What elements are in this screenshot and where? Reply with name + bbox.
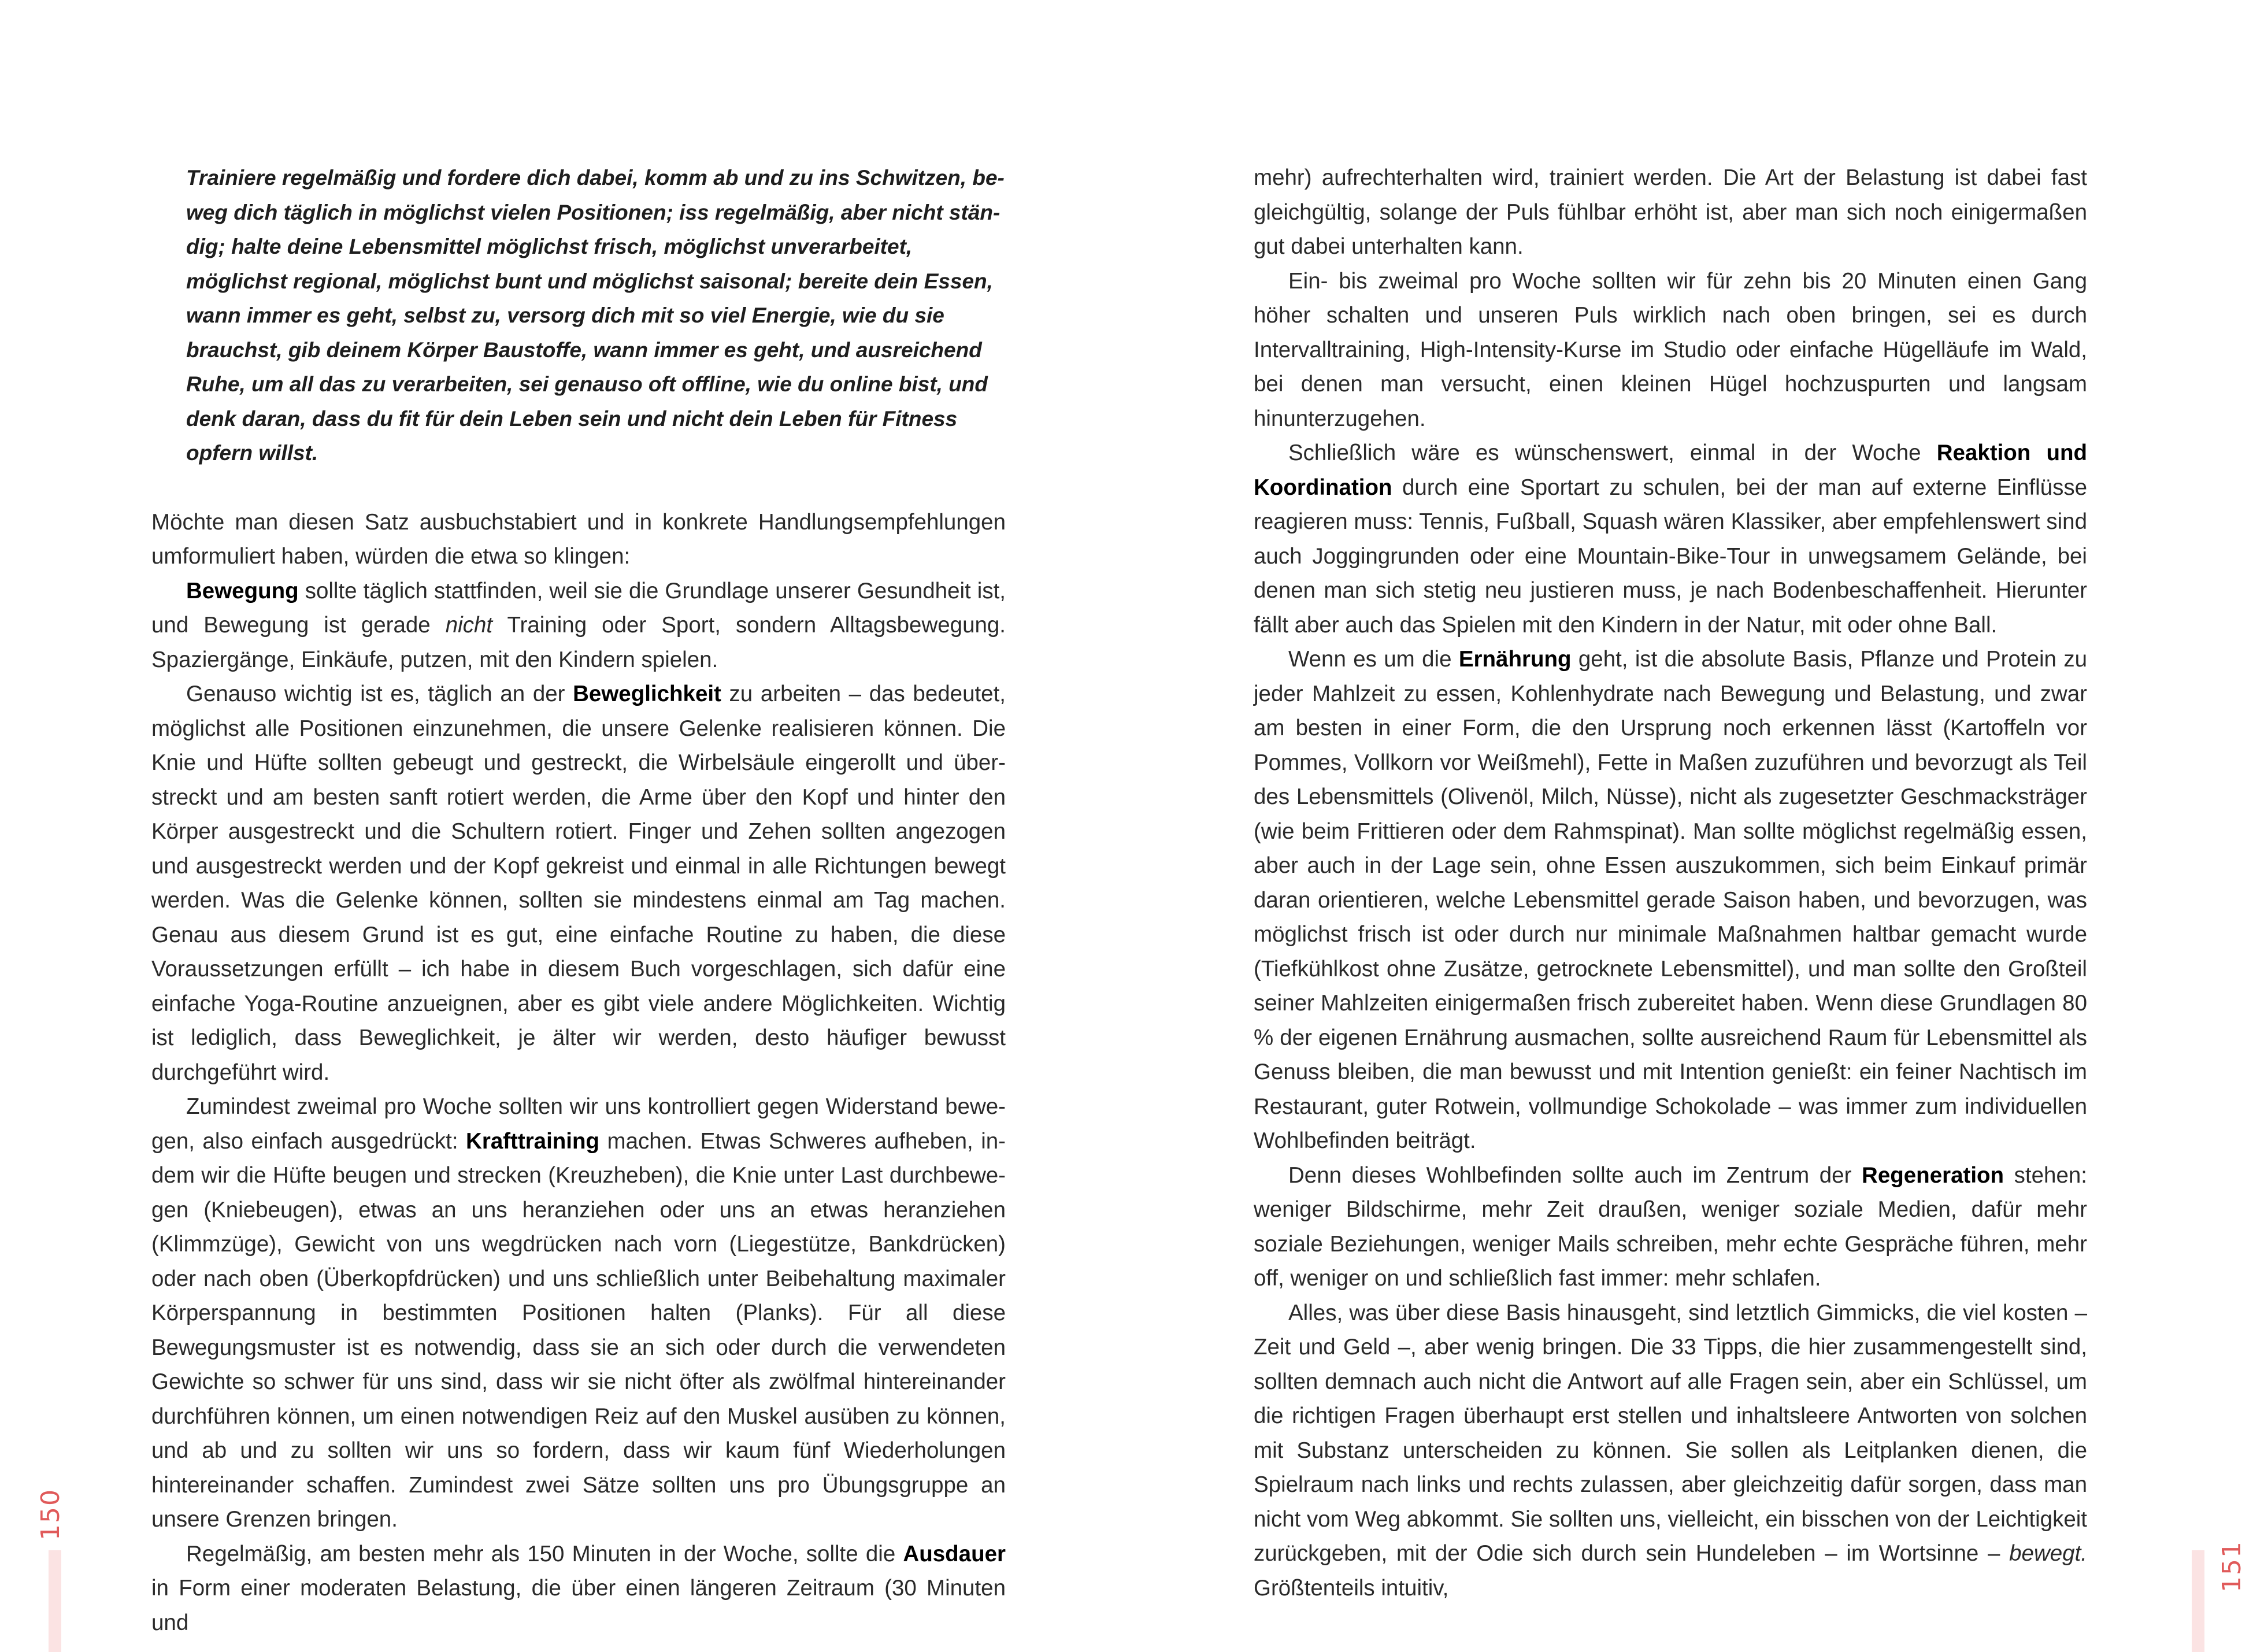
- text-span: stehen: weniger Bildschirme, mehr Zeit draußen, weniger soziale Medien, dafür mehr soziale Beziehungen, weniger Mails schreiben, mehr echte Gespräche führen, mehr off, weniger on und schließlich fast immer: mehr schlafen.: [1254, 1162, 2087, 1291]
- paragraph-koordination: [1254, 436, 2087, 642]
- page-number-left: 150: [36, 1488, 65, 1540]
- text-span: Schließlich wäre es wünschenswert, einmal in der Woche: [1288, 440, 1937, 465]
- text-span: Wenn es um die: [1288, 647, 1459, 672]
- text-span: Größtenteils intuitiv,: [1254, 1575, 1449, 1601]
- paragraph-ernaehrung: [1254, 642, 2087, 1158]
- paragraph-regeneration: [1254, 1158, 2087, 1296]
- paragraph-krafttraining: [151, 1090, 1006, 1537]
- keyword-regeneration: Regeneration: [1862, 1162, 2004, 1188]
- text-span: Genauso wichtig ist es, täglich an der: [186, 681, 573, 706]
- text-span: Zumindest zweimal pro Woche sollten wir uns kontrolliert gegen Widerstand bewegen, also einfach ausgedrückt:: [151, 1094, 1006, 1154]
- emphasis-bewegt: bewegt.: [2009, 1541, 2087, 1566]
- paragraph-ausdauer: [151, 1537, 1006, 1640]
- left-page: [0, 0, 1126, 1652]
- text-span: in Form einer moderaten Belastung, die über einen längeren Zeitraum (30 Minuten und: [151, 1576, 1006, 1635]
- text-span: geht, ist die absolute Basis, Pflanze und Protein zu jeder Mahlzeit zu essen, Kohlenhydrate nach Bewegung und Belastung, und zwar am besten in einer Form, die den Ursprung noch erkennen lässt (Kartoffeln vor Pommes, Vollkorn vor Weißmehl), Fette in Maßen zuzuführen und bevorzugt als Teil des Lebensmittels (Olivenöl, Milch, Nüsse), nicht als zugesetzter Geschmacksträger (wie beim Frittieren oder dem Rahmspinat). Man sollte möglichst regelmäßig essen, aber auch in der Lage sein, ohne Essen auszukommen, sich beim Einkauf primär daran orientieren, welche Lebensmittel gerade Saison haben, und bevorzugen, was möglichst frisch ist oder durch nur minimale Maßnahmen haltbar gemacht wurde (Tiefkühlkost ohne Zusätze, getrocknete Lebensmittel), und man sollte den Großteil seiner Mahlzeiten einigermaßen frisch zubereitet haben. Wenn diese Grundlagen 80 % der eigenen Ernährung ausmachen, sollte ausreichend Raum für Lebensmittel als Genuss bleiben, die man bewusst und mit Intention genießt: ein feiner Nachtisch im Restaurant, guter Rotwein, vollmundige Schokolade – was immer zum individuellen Wohlbefinden beiträgt.: [1254, 647, 2087, 1153]
- paragraph-gimmicks: [1254, 1296, 2087, 1606]
- folio-bar-right: [2192, 1550, 2204, 1652]
- keyword-ernaehrung: Ernährung: [1458, 647, 1572, 672]
- paragraph-intensity: Ein- bis zweimal pro Woche sollten wir für zehn bis 20 Minuten einen Gang höher schalten und unseren Puls wirklich nach oben bringen, sei es durch Intervalltraining, High-Intensity-Kurse im Studio oder einfache Hügelläufe im Wald, bei denen man versucht, einen kleinen Hügel hochzuspurten und langsam hinunterzugehen.: [1254, 268, 2087, 431]
- paragraph-beweglichkeit: [151, 677, 1006, 1090]
- folio-bar-left: [49, 1550, 61, 1652]
- right-text-column: [1254, 161, 2087, 1605]
- text-span: zu arbeiten – das bedeutet, möglichst alle Positionen einzunehmen, die unsere Gelenke realisieren können. Die Knie und Hüfte sollten gebeugt und gestreckt, die Wirbelsäule eingerollt und überstreckt und am besten sanft rotiert werden, die Arme über den Kopf und hinter den Körper ausgestreckt und die Schultern rotiert. Finger und Zehen sollten angezogen und ausgestreckt werden und der Kopf gekreist und einmal in alle Richtungen bewegt werden. Was die Gelenke können, sollten sie mindestens einmal am Tag machen. Genau aus diesem Grund ist es gut, eine einfache Routine zu haben, die diese Voraussetzungen erfüllt – ich habe in diesem Buch vorgeschlagen, sich dafür eine einfache Yoga-Routine anzueignen, aber es gibt viele andere Möglichkeiten. Wichtig ist lediglich, dass Beweglichkeit, je älter wir werden, desto häufiger bewusst durchgeführt wird.: [151, 681, 1006, 1085]
- keyword-ausdauer: Ausdauer: [903, 1541, 1006, 1566]
- emphasis-nicht: nicht: [445, 613, 493, 638]
- keyword-reaktion-koordination: Reaktion und Koordination: [1254, 440, 2088, 500]
- right-page: [1126, 0, 2253, 1652]
- text-span: durch eine Sportart zu schulen, bei der man auf externe Einflüsse reagieren muss: Tennis, Fußball, Squash wären Klassiker, aber empfehlenswert sind auch Joggingrunden oder eine Mountain-Bike-Tour in unwegsamem Gelände, bei denen man sich stetig neu justieren muss, je nach Bodenbeschaffenheit. Hierunter fällt aber auch das Spielen mit den Kindern in der Natur, mit oder ohne Ball.: [1254, 475, 2087, 638]
- keyword-beweglichkeit: Beweglichkeit: [573, 681, 721, 706]
- summary-quote: Trainiere regelmäßig und fordere dich dabei, komm ab und zu ins Schwitzen, beweg dich täglich in möglichst vielen Positionen; iss regelmäßig, aber nicht ständig; halte deine Lebensmittel möglichst frisch, möglichst unverarbeitet, möglichst regional, möglichst bunt und möglichst saisonal; bereite dein Essen, wann immer es geht, selbst zu, versorg dich mit so viel Energie, wie du sie brauchst, gib deinem Körper Baustoffe, wann immer es geht, und ausreichend Ruhe, um all das zu verarbeiten, sei genauso oft offline, wie du online bist, und denk daran, dass du fit für dein Leben sein und nicht dein Leben für Fitness opfern willst.: [186, 166, 1005, 465]
- page-number-right: 151: [2217, 1540, 2247, 1592]
- keyword-krafttraining: Krafttraining: [466, 1128, 600, 1154]
- keyword-bewegung: Bewegung: [186, 578, 299, 603]
- text-span: Alles, was über diese Basis hinausgeht, sind letztlich Gimmicks, die viel kosten – Zeit und Geld –, aber wenig bringen. Die 33 Tipps, die hier zusammengestellt sind, sollten demnach auch nicht die Antwort auf alle Fragen sein, aber ein Schlüssel, um die richtigen Fragen überhaupt erst stellen und inhaltsleere Antworten von solchen mit Substanz unterscheiden zu können. Sie sollen als Leitplanken dienen, die Spielraum nach links und rechts zulassen, aber gleichzeitig dafür sorgen, dass man nicht vom Weg abkommt. Sie sollten uns, vielleicht, ein bisschen von der Leichtigkeit zurückgeben, mit der Odie sich durch sein Hundeleben – im Wortsinne –: [1254, 1300, 2087, 1566]
- text-span: machen. Etwas Schweres aufheben, indem wir die Hüfte beugen und strecken (Kreuzheben), die Knie unter Last durchbewegen (Kniebeugen), etwas an uns heranziehen oder uns an etwas heranziehen (Klimmzüge), Gewicht von uns wegdrücken nach vorn (Liegestütze, Bankdrücken) oder nach oben (Überkopfdrücken) und uns schließlich unter Beibehaltung maximaler Körperspannung in bestimmten Positionen halten (Planks). Für all diese Bewegungsmuster ist es notwendig, dass sie an sich oder durch die verwendeten Gewichte so schwer für uns sind, dass wir sie nicht öfter als zwölfmal hintereinander durchführen können, um einen notwendigen Reiz auf den Muskel ausüben zu können, und ab und zu sollten wir uns so fordern, dass wir kaum fünf Wiederholungen hintereinander schaffen. Zumindest zwei Sätze sollten uns pro Übungsgruppe an unsere Grenzen bringen.: [151, 1128, 1006, 1532]
- paragraph-bewegung: [151, 574, 1006, 677]
- left-text-column: [151, 161, 1006, 1640]
- text-span: sollte täglich stattfinden, weil sie die Grundlage unserer Gesundheit ist, und Bewegung ist gerade: [151, 578, 1006, 638]
- text-span: Denn dieses Wohlbefinden sollte auch im Zentrum der: [1288, 1162, 1862, 1188]
- intro-paragraph: Möchte man diesen Satz ausbuchstabiert und in konkrete Handlungsempfehlungen umformuliert haben, würden die etwa so klingen:: [151, 509, 1006, 569]
- text-span: Regelmäßig, am besten mehr als 150 Minuten in der Woche, sollte die: [186, 1541, 903, 1566]
- paragraph-continuation: mehr) aufrechterhalten wird, trainiert werden. Die Art der Belastung ist dabei fast gleichgültig, solange der Puls fühlbar erhöht ist, aber man sich noch einigermaßen gut dabei unterhalten kann.: [1254, 165, 2087, 259]
- text-span: Training oder Sport, sondern Alltagsbewegung. Spaziergänge, Einkäufe, putzen, mit den Kindern spielen.: [151, 613, 1006, 672]
